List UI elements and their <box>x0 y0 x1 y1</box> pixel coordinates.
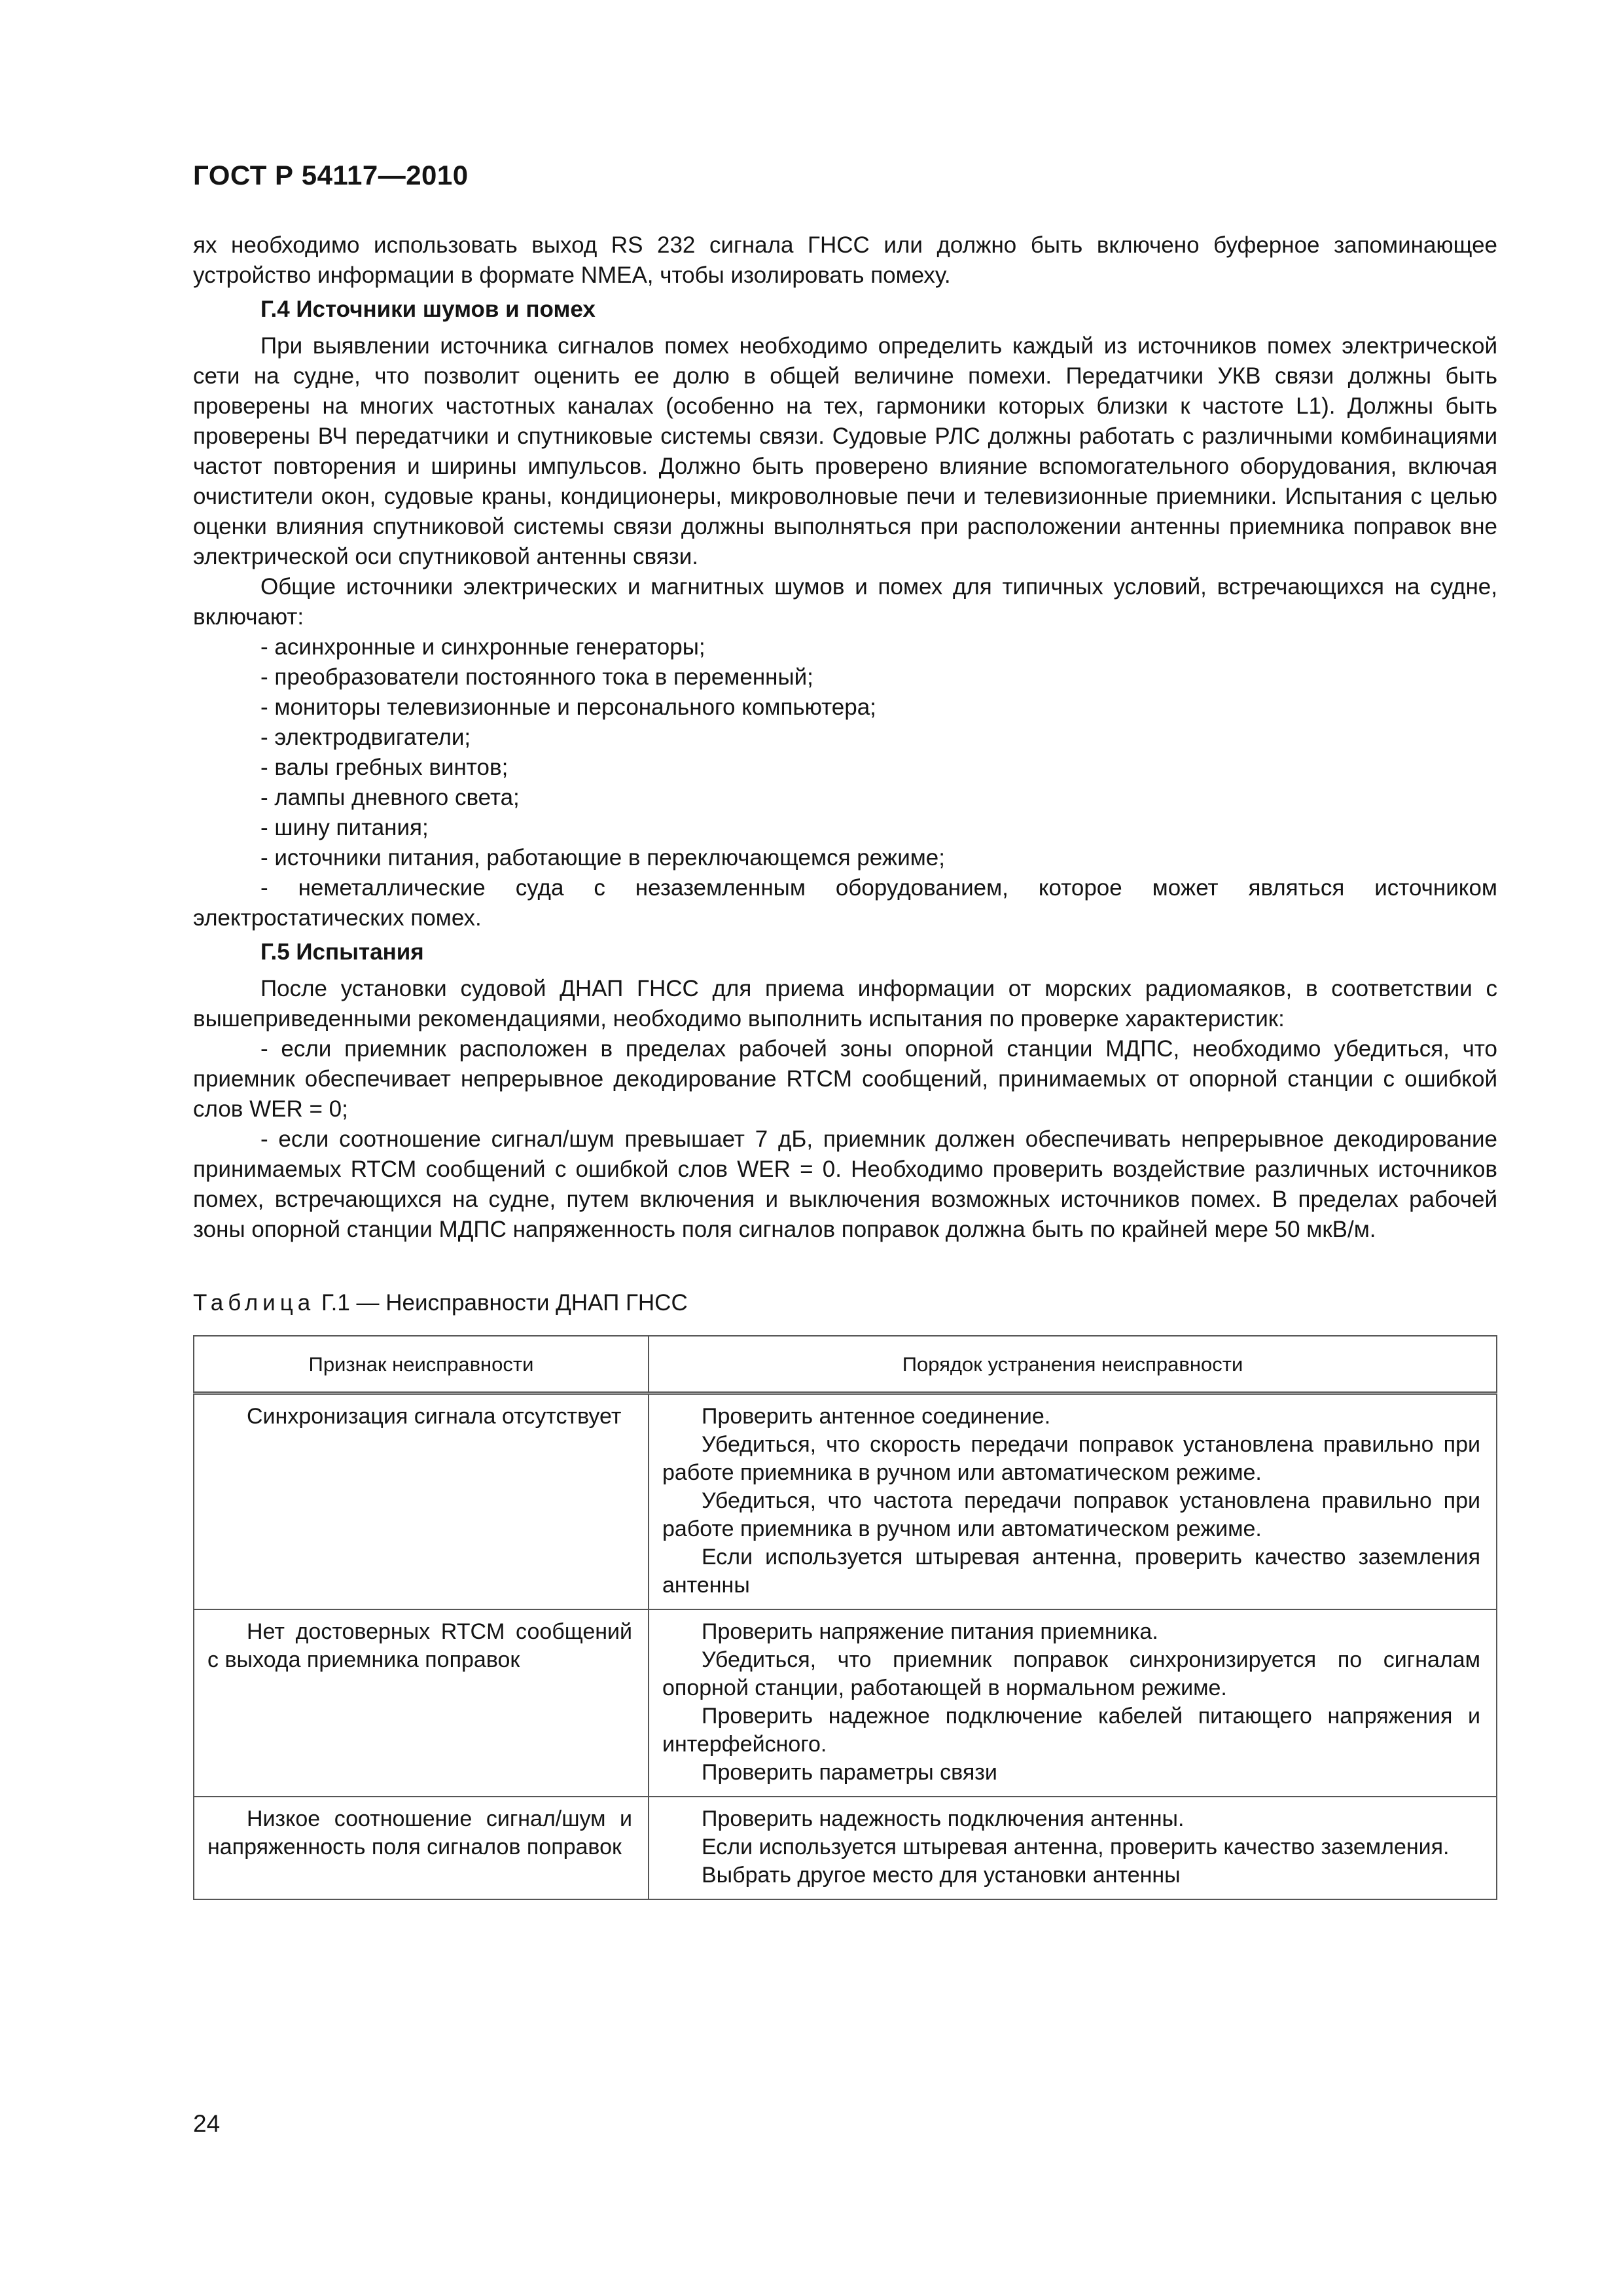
fault-sign-cell: Низкое соотношение сигнал/шум и напряженность поля сигналов поправок <box>194 1797 649 1899</box>
paragraph-common-sources: Общие источники электрических и магнитных шумов и помех для типичных условий, встречающихся на судне, включают: <box>193 574 1497 630</box>
table-row <box>194 1797 1497 1899</box>
paragraph-continuation: ях необходимо использовать выход RS 232 сигнала ГНСС или должно быть включено буферное запоминающее устройство информации в формате NMEA, чтобы изолировать помеху. <box>193 232 1497 288</box>
faults-table <box>193 1335 1497 1900</box>
list-item: - источники питания, работающие в переключающемся режиме; <box>260 845 946 870</box>
list-item: - лампы дневного света; <box>260 785 520 810</box>
list-item: - электродвигатели; <box>260 725 471 750</box>
list-item: - асинхронные и синхронные генераторы; <box>260 634 705 660</box>
table-caption <box>193 1288 1497 1318</box>
column-header-remedy: Порядок устранения неисправности <box>649 1336 1497 1393</box>
column-header-sign: Признак неисправности <box>194 1336 649 1393</box>
list-item: - валы гребных винтов; <box>260 755 508 780</box>
table-row <box>194 1609 1497 1797</box>
section-heading-g4: Г.4 Источники шумов и помех <box>260 296 596 322</box>
table-header-row <box>194 1336 1497 1393</box>
table-row <box>194 1393 1497 1610</box>
list-item: - неметаллические суда с незаземленным оборудованием, которое может являться источником электростатических помех. <box>193 875 1497 931</box>
table-caption-label: Таблица <box>193 1290 315 1316</box>
paragraph-interference-sources: При выявлении источника сигналов помех необходимо определить каждый из источников помех электрической сети на судне, что позволит оценить ее долю в общей величине помехи. Передатчики УКВ связи должны быть проверены на многих частотных каналах (особенно на тех, гармоники которых близки к частоте L1). Должны быть проверены ВЧ передатчики и спутниковые системы связи. Судовые РЛС должны работать с различными комбинациями частот повторения и ширины импульсов. Должно быть проверено влияние вспомогательного оборудования, включая очистители окон, судовые краны, кондиционеры, микроволновые печи и телевизионные приемники. Испытания с целью оценки влияния спутниковой системы связи должны выполняться при расположении антенны приемника поправок вне электрической оси спутниковой антенны связи. <box>193 333 1497 569</box>
fault-remedy-cell: Проверить антенное соединение. Убедиться, что скорость передачи поправок установлена правильно при работе приемника в ручном или автоматическом режиме. Убедиться, что частота передачи поправок установлена правильно при работе приемника в ручном или автоматическом режиме. Если используется штыревая антенна, проверить качество заземления антенны <box>649 1393 1497 1610</box>
document-header: ГОСТ Р 54117—2010 <box>193 160 469 190</box>
fault-remedy-cell: Проверить надежность подключения антенны. Если используется штыревая антенна, проверить качество заземления. Выбрать другое место для установки антенны <box>649 1797 1497 1899</box>
section-heading-g5: Г.5 Испытания <box>260 939 424 965</box>
fault-remedy-cell: Проверить напряжение питания приемника. Убедиться, что приемник поправок синхронизируется по сигналам опорной станции, работающей в нормальном режиме. Проверить надежное подключение кабелей питающего напряжения и интерфейсного. Проверить параметры связи <box>649 1609 1497 1797</box>
list-item: - преобразователи постоянного тока в переменный; <box>260 664 813 690</box>
list-item: - шину питания; <box>260 815 429 840</box>
document-body <box>193 230 1497 1900</box>
fault-sign-cell: Синхронизация сигнала отсутствует <box>194 1393 649 1610</box>
paragraph-test-condition-2: - если соотношение сигнал/шум превышает 7 дБ, приемник должен обеспечивать непрерывное декодирование принимаемых RTCM сообщений с ошибкой слов WER = 0. Необходимо проверить воздействие различных источников помех, встречающихся на судне, путем включения и выключения возможных источников помех. В пределах рабочей зоны опорной станции МДПС напряженность поля сигналов поправок должна быть по крайней мере 50 мкВ/м. <box>193 1126 1497 1242</box>
fault-sign-cell: Нет достоверных RTCM сообщений с выхода приемника поправок <box>194 1609 649 1797</box>
paragraph-tests-intro: После установки судовой ДНАП ГНСС для приема информации от морских радиомаяков, в соответствии с вышеприведенными рекомендациями, необходимо выполнить испытания по проверке характеристик: <box>193 976 1497 1031</box>
list-item: - мониторы телевизионные и персонального компьютера; <box>260 694 876 720</box>
page-number: 24 <box>193 2110 221 2137</box>
paragraph-test-condition-1: - если приемник расположен в пределах рабочей зоны опорной станции МДПС, необходимо убедиться, что приемник обеспечивает непрерывное декодирование RTCM сообщений, принимаемых от опорной станции с ошибкой слов WER = 0; <box>193 1036 1497 1122</box>
table-caption-title: Г.1 — Неисправности ДНАП ГНСС <box>315 1290 688 1316</box>
sources-list <box>193 632 1497 933</box>
